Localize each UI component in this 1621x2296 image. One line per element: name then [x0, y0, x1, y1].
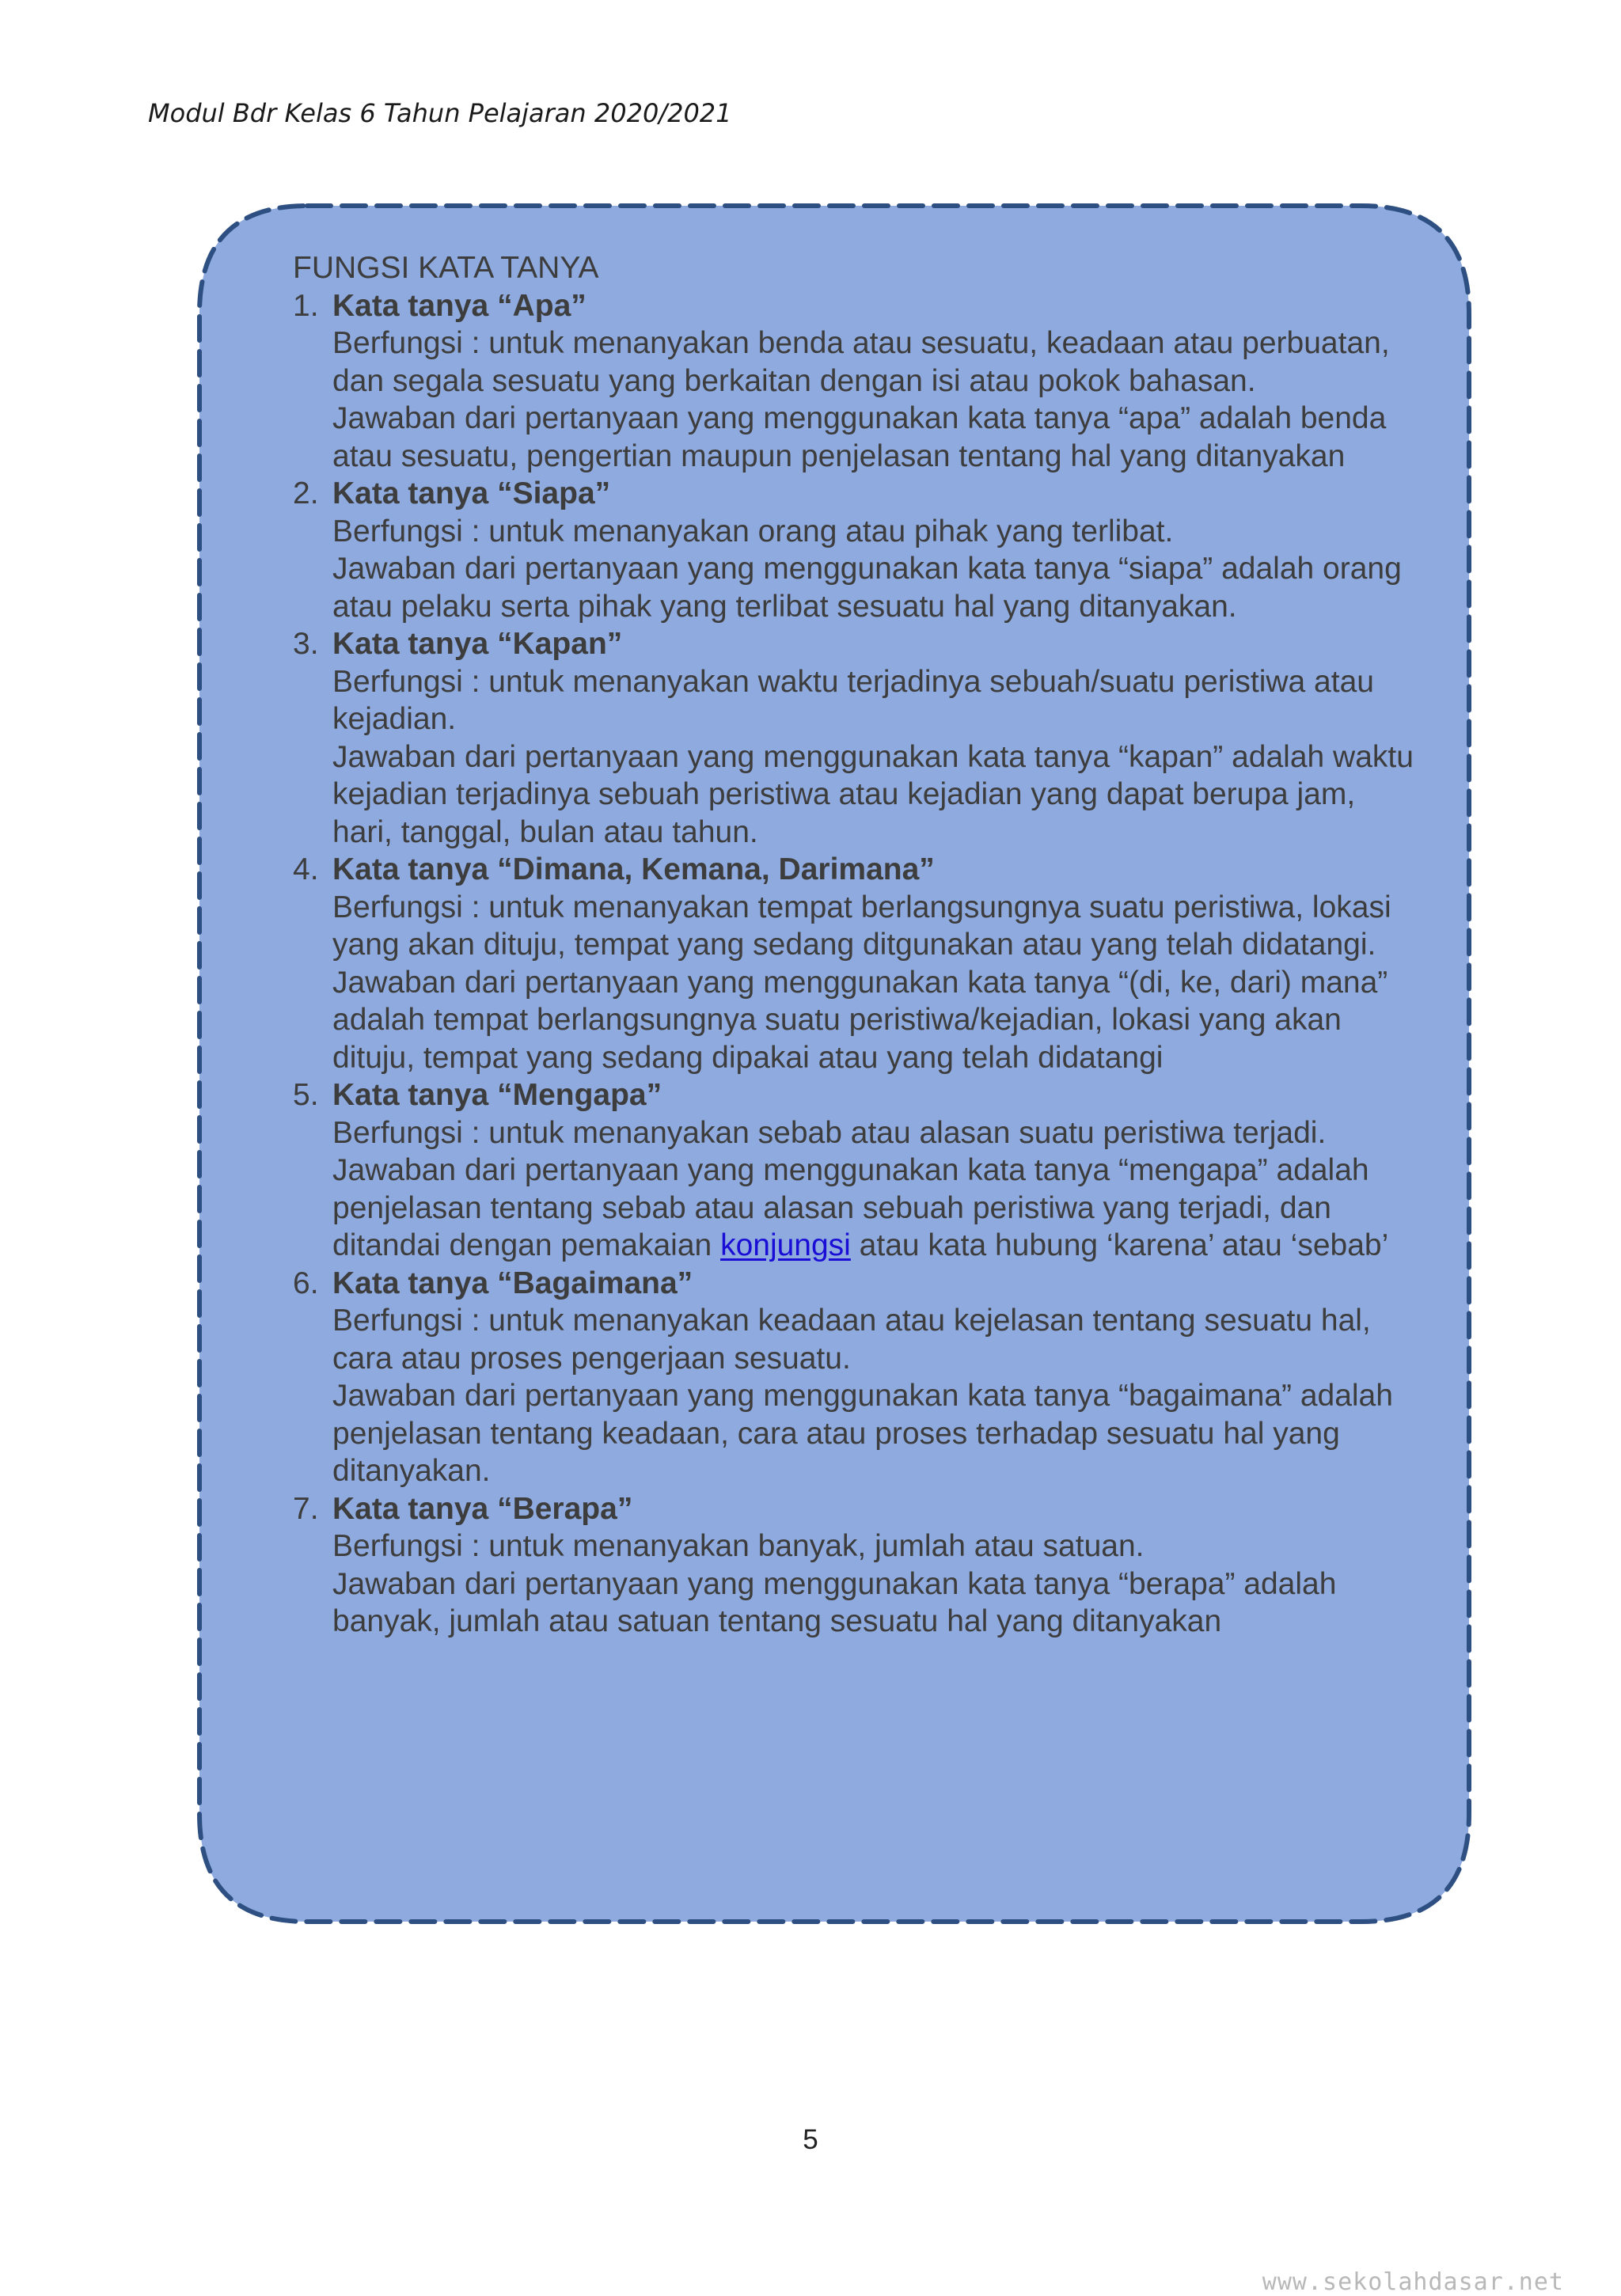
- item-function-text: Berfungsi : untuk menanyakan benda atau sesuatu, keadaan atau perbuatan, dan segala sesuatu yang berkaitan dengan isi atau pokok bahasan.: [332, 326, 1390, 398]
- item-answer-text: [332, 1152, 1417, 1265]
- item-answer-text: Jawaban dari pertanyaan yang menggunakan kata tanya “kapan” adalah waktu kejadian terjadinya sebuah peristiwa atau kejadian yang dapat berupa jam, hari, tanggal, bulan atau tahun.: [332, 739, 1414, 849]
- item-title: Kata tanya “Mengapa”: [332, 1078, 662, 1112]
- item-number: 1.: [293, 288, 319, 323]
- item-function-text: Berfungsi : untuk menanyakan waktu terjadinya sebuah/suatu peristiwa atau kejadian.: [332, 664, 1374, 736]
- answer-text-after-link: atau kata hubung ‘karena’ atau ‘sebab’: [850, 1228, 1389, 1262]
- item-number: 2.: [293, 476, 319, 510]
- item-number: 3.: [293, 627, 319, 661]
- running-header: Modul Bdr Kelas 6 Tahun Pelajaran 2020/2021: [148, 98, 732, 128]
- section-title: FUNGSI KATA TANYA: [293, 251, 599, 285]
- list-item-mengapa: [293, 1076, 1417, 1265]
- item-number: 7.: [293, 1491, 319, 1526]
- item-title: Kata tanya “Kapan”: [332, 627, 623, 661]
- item-answer-text: Jawaban dari pertanyaan yang menggunakan kata tanya “(di, ke, dari) mana” adalah tempat berlangsungnya suatu peristiwa/kejadian, lokasi yang akan dituju, tempat yang sedang dipakai atau yang telah didatangi: [332, 965, 1388, 1075]
- item-function-text: Berfungsi : untuk menanyakan tempat berlangsungnya suatu peristiwa, lokasi yang akan dituju, tempat yang sedang ditgunakan atau yang telah didatangi.: [332, 890, 1391, 962]
- list-item-berapa: [293, 1490, 1417, 1641]
- konjungsi-link[interactable]: konjungsi: [720, 1228, 851, 1262]
- list-item-apa: [293, 287, 1417, 476]
- watermark: www.sekolahdasar.net: [1262, 2268, 1564, 2296]
- item-function-text: Berfungsi : untuk menanyakan banyak, jumlah atau satuan.: [332, 1529, 1145, 1563]
- item-title: Kata tanya “Bagaimana”: [332, 1266, 693, 1300]
- item-number: 5.: [293, 1078, 319, 1112]
- item-answer-text: Jawaban dari pertanyaan yang menggunakan kata tanya “apa” adalah benda atau sesuatu, pengertian maupun penjelasan tentang hal yang ditanyakan: [332, 401, 1387, 473]
- item-function-text: Berfungsi : untuk menanyakan keadaan atau kejelasan tentang sesuatu hal, cara atau proses pengerjaan sesuatu.: [332, 1304, 1371, 1376]
- content-card: [293, 249, 1417, 1641]
- item-title: Kata tanya “Dimana, Kemana, Darimana”: [332, 852, 935, 886]
- item-title: Kata tanya “Apa”: [332, 288, 587, 323]
- item-number: 4.: [293, 852, 319, 886]
- item-answer-text: Jawaban dari pertanyaan yang menggunakan kata tanya “berapa” adalah banyak, jumlah atau satuan tentang sesuatu hal yang ditanyakan: [332, 1566, 1337, 1638]
- page-number: 5: [803, 2124, 818, 2155]
- item-answer-text: Jawaban dari pertanyaan yang menggunakan kata tanya “siapa” adalah orang atau pelaku serta pihak yang terlibat sesuatu hal yang ditanyakan.: [332, 552, 1402, 624]
- item-answer-text: Jawaban dari pertanyaan yang menggunakan kata tanya “bagaimana” adalah penjelasan tentang keadaan, cara atau proses terhadap sesuatu hal yang ditanyakan.: [332, 1379, 1393, 1488]
- item-function-text: Berfungsi : untuk menanyakan orang atau pihak yang terlibat.: [332, 514, 1174, 548]
- list-item-siapa: [293, 475, 1417, 625]
- list-item-kapan: [293, 625, 1417, 851]
- answer-text-before-link: Jawaban dari pertanyaan yang menggunakan kata tanya “mengapa” adalah penjelasan tentang sebab atau alasan sebuah peristiwa yang terjadi, dan ditandai dengan pemakaian: [332, 1153, 1369, 1262]
- list-item-bagaimana: [293, 1265, 1417, 1490]
- item-number: 6.: [293, 1266, 319, 1300]
- item-function-text: Berfungsi : untuk menanyakan sebab atau alasan suatu peristiwa terjadi.: [332, 1115, 1327, 1150]
- item-title: Kata tanya “Siapa”: [332, 476, 611, 510]
- item-title: Kata tanya “Berapa”: [332, 1491, 633, 1526]
- list-item-dimana: [293, 851, 1417, 1076]
